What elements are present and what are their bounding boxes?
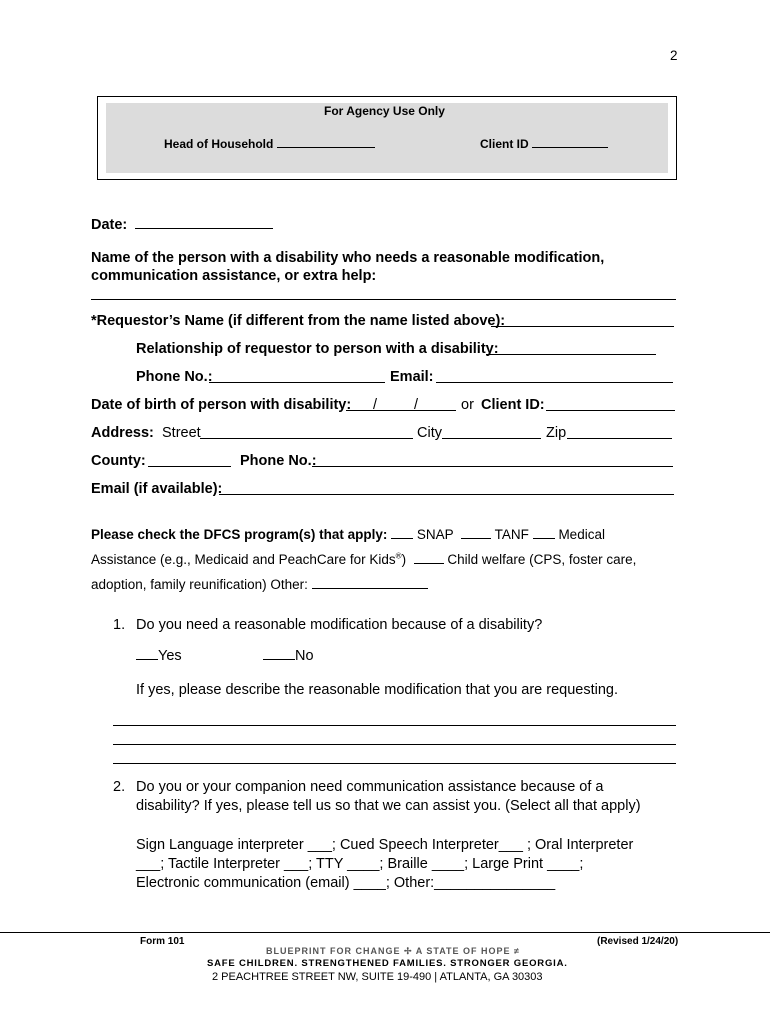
dob-field[interactable] xyxy=(346,410,456,411)
relationship-label: Relationship of requestor to person with a disability: xyxy=(136,341,499,357)
agency-use-title: For Agency Use Only xyxy=(324,104,445,118)
client-id-label: Client ID: xyxy=(481,397,545,413)
tanf-checkbox[interactable] xyxy=(461,526,491,539)
dob-slash-1: / xyxy=(373,397,378,413)
q2-line2: disability? If yes, please tell us so that we can assist you. (Select all that apply) xyxy=(136,798,641,814)
email-available-label: Email (if available): xyxy=(91,481,223,497)
q2-options-line3[interactable]: Electronic communication (email) ____; Other:_______________ xyxy=(136,875,556,891)
programs-line1: Please check the DFCS program(s) that apply: SNAP TANF Medical xyxy=(91,527,605,542)
medical-checkbox[interactable] xyxy=(533,526,555,539)
q2-line1: Do you or your companion need communication assistance because of a xyxy=(136,779,604,795)
phone2-field[interactable] xyxy=(312,466,673,467)
relationship-field[interactable] xyxy=(486,354,656,355)
city-field[interactable] xyxy=(442,438,541,439)
q2-number: 2. xyxy=(113,779,126,795)
name-prompt-line2: communication assistance, or extra help: xyxy=(91,268,377,284)
footer-rule xyxy=(0,932,770,933)
name-prompt-line1: Name of the person with a disability who needs a reasonable modification, xyxy=(91,250,605,266)
snap-checkbox[interactable] xyxy=(391,526,413,539)
q1-yes-option[interactable]: Yes xyxy=(136,647,182,664)
agency-use-box xyxy=(97,96,677,180)
requestor-name-label: *Requestor’s Name (if different from the name listed above): xyxy=(91,313,506,329)
address-label: Address: xyxy=(91,425,154,441)
phone-label: Phone No.: xyxy=(136,369,213,385)
q2-options-line1[interactable]: Sign Language interpreter ___; Cued Speech Interpreter___ ; Oral Interpreter xyxy=(136,837,634,853)
footer-address: 2 PEACHTREE STREET NW, SUITE 19-490 | ATLANTA, GA 30303 xyxy=(212,971,543,983)
date-label: Date: xyxy=(91,216,273,233)
head-of-household-label: Head of Household xyxy=(164,135,375,151)
or-text: or xyxy=(461,397,474,413)
q1-answer-line-1[interactable] xyxy=(113,725,676,726)
email-available-field[interactable] xyxy=(219,494,674,495)
dob-slash-2: / xyxy=(414,397,419,413)
footer-tagline: SAFE CHILDREN. STRENGTHENED FAMILIES. STRONGER GEORGIA. xyxy=(207,958,568,969)
program-other-field[interactable] xyxy=(312,576,428,589)
county-field[interactable] xyxy=(148,466,231,467)
street-field[interactable] xyxy=(200,438,413,439)
street-label: Street xyxy=(162,425,201,441)
q1-number: 1. xyxy=(113,617,126,633)
city-label: City xyxy=(417,425,442,441)
email-field[interactable] xyxy=(436,382,673,383)
zip-label: Zip xyxy=(546,425,567,441)
email-label: Email: xyxy=(390,369,434,385)
client-id-field[interactable] xyxy=(546,410,675,411)
county-label: County: xyxy=(91,453,146,469)
dob-label: Date of birth of person with disability: xyxy=(91,397,352,413)
page-number: 2 xyxy=(670,48,678,63)
requestor-name-field[interactable] xyxy=(491,326,674,327)
blueprint-logo-text: BLUEPRINT FOR CHANGE ✢ A STATE OF HOPE ≠ xyxy=(266,946,520,956)
q1-answer-line-2[interactable] xyxy=(113,744,676,745)
q1-describe: If yes, please describe the reasonable modification that you are requesting. xyxy=(136,682,619,698)
q1-answer-line-3[interactable] xyxy=(113,763,676,764)
phone-field[interactable] xyxy=(209,382,385,383)
q2-options-line2[interactable]: ___; Tactile Interpreter ___; TTY ____; Braille ____; Large Print ____; xyxy=(136,856,584,872)
q1-text: Do you need a reasonable modification because of a disability? xyxy=(136,617,543,633)
revised-date: (Revised 1/24/20) xyxy=(597,936,679,947)
q1-no-option[interactable]: No xyxy=(263,647,314,664)
date-field[interactable] xyxy=(135,216,273,229)
phone2-label: Phone No.: xyxy=(240,453,317,469)
child-welfare-checkbox[interactable] xyxy=(414,551,444,564)
programs-line2: Assistance (e.g., Medicaid and PeachCare for Kids®) Child welfare (CPS, foster care, xyxy=(91,551,637,567)
agency-client-id-label: Client ID xyxy=(480,135,608,151)
form-number: Form 101 xyxy=(140,936,185,947)
zip-field[interactable] xyxy=(567,438,672,439)
person-name-field[interactable] xyxy=(91,299,676,300)
programs-line3: adoption, family reunification) Other: xyxy=(91,576,428,592)
